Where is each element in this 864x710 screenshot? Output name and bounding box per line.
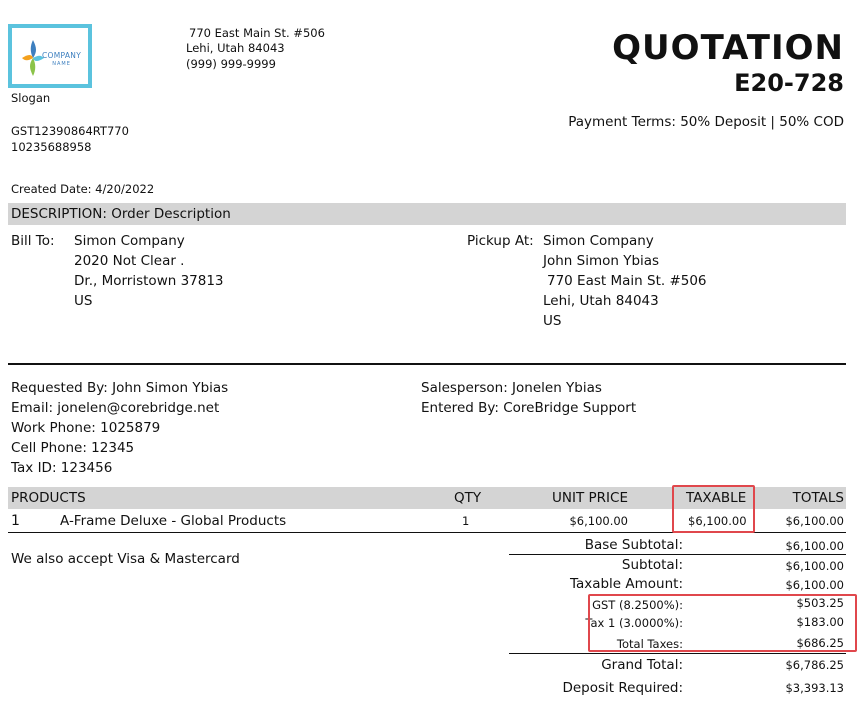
- tax1-label: Tax 1 (3.0000%):: [585, 616, 683, 630]
- staff-info: [421, 378, 636, 418]
- entered-by: Entered By: CoreBridge Support: [421, 400, 637, 416]
- pickup-at-label: Pickup At:: [467, 233, 534, 249]
- contact-info: [11, 378, 228, 478]
- header-qty: QTY: [454, 490, 482, 506]
- tax1-value: $183.00: [796, 615, 844, 629]
- taxable-highlight: [672, 485, 755, 533]
- bill-to-label: Bill To:: [11, 233, 55, 249]
- grand-total-label: Grand Total:: [601, 657, 683, 673]
- company-tax-id-2: 10235688958: [11, 140, 92, 154]
- document-number: E20-728: [734, 69, 844, 97]
- gst-value: $503.25: [796, 596, 844, 610]
- pickup-at-line: John Simon Ybias: [543, 253, 660, 269]
- row-number: 1: [11, 513, 20, 529]
- company-address-line2: Lehi, Utah 84043: [186, 41, 285, 55]
- payment-note: We also accept Visa & Mastercard: [11, 551, 240, 567]
- subtotal-value: $6,100.00: [785, 559, 844, 573]
- logo-name-text: NAME: [52, 61, 71, 67]
- payment-terms: Payment Terms: 50% Deposit | 50% COD: [568, 114, 844, 130]
- company-address-line1: 770 East Main St. #506: [189, 26, 325, 40]
- base-subtotal-value: $6,100.00: [785, 539, 844, 553]
- cell-phone: Cell Phone: 12345: [11, 440, 135, 456]
- description-text: DESCRIPTION: Order Description: [11, 206, 231, 222]
- header-taxable: TAXABLE: [686, 490, 747, 506]
- grand-total-value: $6,786.25: [785, 658, 844, 672]
- product-taxable: $6,100.00: [688, 514, 747, 528]
- logo-text: [42, 52, 81, 68]
- product-name: A-Frame Deluxe - Global Products: [60, 513, 287, 529]
- base-subtotal-label: Base Subtotal:: [584, 537, 683, 553]
- created-date: Created Date: 4/20/2022: [11, 182, 155, 196]
- header-unit-price: UNIT PRICE: [552, 490, 628, 506]
- document-title: QUOTATION: [612, 28, 844, 68]
- deposit-required-value: $3,393.13: [785, 681, 844, 695]
- company-phone: (999) 999-9999: [186, 57, 276, 71]
- requested-by: Requested By: John Simon Ybias: [11, 380, 229, 396]
- gst-label: GST (8.2500%):: [592, 598, 683, 612]
- tax-id: Tax ID: 123456: [11, 460, 113, 476]
- summary-divider: [509, 653, 846, 654]
- subtotal-label: Subtotal:: [621, 557, 683, 573]
- section-divider: [8, 363, 846, 365]
- pickup-at-line: Simon Company: [543, 233, 654, 249]
- logo-company-text: COMPANY: [42, 51, 82, 60]
- product-unit-price: $6,100.00: [569, 514, 628, 528]
- bill-to-line: 2020 Not Clear .: [74, 253, 185, 269]
- company-tax-id-1: GST12390864RT770: [11, 124, 129, 138]
- pickup-at-line: 770 East Main St. #506: [547, 273, 707, 289]
- company-slogan: Slogan: [11, 91, 51, 105]
- salesperson: Salesperson: Jonelen Ybias: [421, 380, 602, 396]
- company-logo: [8, 24, 92, 88]
- product-total: $6,100.00: [785, 514, 844, 528]
- email: Email: jonelen@corebridge.net: [11, 400, 220, 416]
- deposit-required-label: Deposit Required:: [562, 680, 683, 696]
- bill-to-line: Simon Company: [74, 233, 185, 249]
- bill-to-address: [74, 231, 224, 311]
- pickup-at-line: US: [543, 313, 562, 329]
- pickup-at-address: [543, 231, 707, 331]
- total-taxes-label: Total Taxes:: [616, 637, 683, 651]
- description-bar: [8, 203, 846, 225]
- total-taxes-value: $686.25: [796, 636, 844, 650]
- header-totals: TOTALS: [792, 490, 844, 506]
- taxable-amount-label: Taxable Amount:: [569, 576, 683, 592]
- product-qty: 1: [462, 514, 470, 528]
- pickup-at-line: Lehi, Utah 84043: [543, 293, 659, 309]
- header-products: PRODUCTS: [11, 490, 86, 506]
- taxable-amount-value: $6,100.00: [785, 578, 844, 592]
- bill-to-line: Dr., Morristown 37813: [74, 273, 224, 289]
- taxes-highlight: [588, 594, 857, 652]
- work-phone: Work Phone: 1025879: [11, 420, 161, 436]
- bill-to-line: US: [74, 293, 93, 309]
